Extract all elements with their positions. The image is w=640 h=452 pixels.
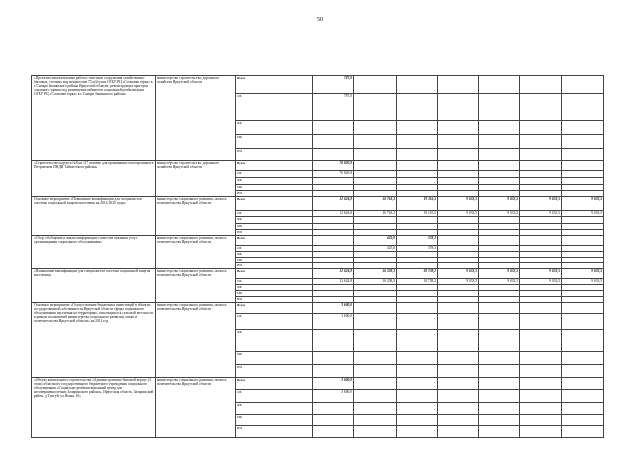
amount-cell <box>479 178 520 185</box>
amount-cell <box>397 94 438 121</box>
amount-cell: 9 033,5 <box>479 197 520 211</box>
amount-cell <box>313 415 354 426</box>
amount-cell <box>354 135 397 149</box>
amount-cell <box>354 415 397 426</box>
executor-cell: министерство социального развития, опеки и попечительства Иркутской области <box>156 269 236 303</box>
amount-cell <box>479 403 520 415</box>
amount-cell <box>438 76 479 94</box>
amount-cell: 19 116,5 <box>397 197 438 211</box>
funding-source-cell: ОБ <box>236 390 313 403</box>
amount-cell <box>397 365 438 378</box>
amount-cell: 19 116,5 <box>397 211 438 217</box>
amount-cell: 9 033,5 <box>438 211 479 217</box>
funding-source-cell: НИ <box>236 191 313 197</box>
amount-cell <box>354 217 397 224</box>
amount-cell <box>479 330 520 352</box>
funding-source-cell: ОБ <box>236 279 313 285</box>
amount-cell <box>438 314 479 330</box>
amount-cell <box>354 121 397 135</box>
amount-cell <box>562 94 604 121</box>
amount-cell: 18 738,2 <box>397 269 438 279</box>
executor-cell: министерство социального развития, опеки и попечительства Иркутской области <box>156 197 236 236</box>
amount-cell <box>520 149 562 161</box>
amount-cell: 16 338,3 <box>354 269 397 279</box>
funding-source-cell: ФБ <box>236 217 313 224</box>
amount-cell <box>479 236 520 246</box>
amount-cell <box>562 426 604 438</box>
amount-cell <box>313 236 354 246</box>
amount-cell <box>313 135 354 149</box>
funding-source-cell: НИ <box>236 263 313 269</box>
funding-source-cell: ФБ <box>236 252 313 258</box>
amount-cell: 12 624,8 <box>313 197 354 211</box>
amount-cell <box>397 135 438 149</box>
amount-cell: 787,0 <box>313 94 354 121</box>
funding-source-cell: ОБ <box>236 94 313 121</box>
amount-cell <box>479 121 520 135</box>
amount-cell: 9 033,5 <box>562 197 604 211</box>
activity-description: Основное мероприятие «Повышение квалификации для специалистов системы социальной защиты населения на 2014-2020 годы» <box>32 197 156 236</box>
amount-cell: 9 033,5 <box>562 269 604 279</box>
amount-cell <box>438 135 479 149</box>
amount-cell <box>354 390 397 403</box>
funding-source-cell: Всего <box>236 161 313 171</box>
amount-cell <box>520 236 562 246</box>
amount-cell <box>438 236 479 246</box>
amount-cell <box>354 330 397 352</box>
amount-cell <box>562 236 604 246</box>
funding-source-cell: Всего <box>236 303 313 314</box>
amount-cell <box>438 415 479 426</box>
amount-cell: 9 033,5 <box>520 279 562 285</box>
table-row <box>32 161 604 171</box>
amount-cell: 9 033,5 <box>562 211 604 217</box>
amount-cell <box>562 352 604 365</box>
amount-cell: 3 600,0 <box>313 378 354 390</box>
amount-cell <box>562 415 604 426</box>
funding-source-cell: ФБ <box>236 285 313 291</box>
amount-cell <box>562 378 604 390</box>
amount-cell <box>397 314 438 330</box>
amount-cell <box>562 121 604 135</box>
amount-cell <box>438 330 479 352</box>
amount-cell: 16 763,3 <box>354 211 397 217</box>
amount-cell <box>520 426 562 438</box>
amount-cell <box>520 303 562 314</box>
amount-cell <box>520 403 562 415</box>
amount-cell <box>397 426 438 438</box>
amount-cell <box>479 217 520 224</box>
executor-cell: министерство строительства, дорожного хозяйства Иркутской области <box>156 76 236 161</box>
amount-cell <box>520 390 562 403</box>
amount-cell: 787,0 <box>313 76 354 94</box>
amount-cell: 378,3 <box>397 246 438 252</box>
amount-cell <box>313 426 354 438</box>
table-row <box>32 269 604 279</box>
amount-cell <box>397 178 438 185</box>
amount-cell: 9 033,5 <box>438 197 479 211</box>
amount-cell <box>397 303 438 314</box>
amount-cell: 16 763,3 <box>354 197 397 211</box>
amount-cell <box>397 149 438 161</box>
activity-description: Основное мероприятие «Осуществление бюджетных инвестиций в объекты государственной собственности Иркутской области сферы социального обслуживания населения на территориях, относящихся к сельской местности, в рамках полномочий министерства социального развития, опеки и попечительства Иркутской области» на 2014 год <box>32 303 156 378</box>
funding-source-cell: ОБ <box>236 171 313 178</box>
amount-cell <box>438 149 479 161</box>
amount-cell: 12 624,8 <box>313 211 354 217</box>
amount-cell: 9 033,5 <box>438 269 479 279</box>
executor-cell: министерство строительства, дорожного хозяйства Иркутской области <box>156 161 236 197</box>
activity-description: «Строительство корпуса №8 на 117 человек для проживания психохроников в Петровском ПНДИ Тайшетского района» <box>32 161 156 197</box>
amount-cell <box>354 94 397 121</box>
amount-cell <box>562 76 604 94</box>
amount-cell: 70 820,8 <box>313 161 354 171</box>
amount-cell: 3 600,0 <box>313 390 354 403</box>
amount-cell <box>313 149 354 161</box>
amount-cell <box>438 365 479 378</box>
amount-cell: 18 738,2 <box>397 279 438 285</box>
funding-source-cell: ФБ <box>236 121 313 135</box>
amount-cell <box>397 378 438 390</box>
amount-cell: 12 624,8 <box>313 269 354 279</box>
amount-cell <box>397 390 438 403</box>
amount-cell <box>479 171 520 178</box>
amount-cell: 9 033,5 <box>479 211 520 217</box>
funding-source-cell: МБ <box>236 291 313 297</box>
amount-cell <box>479 352 520 365</box>
amount-cell <box>562 403 604 415</box>
amount-cell <box>313 217 354 224</box>
funding-source-cell: Всего <box>236 378 313 390</box>
funding-source-cell: МБ <box>236 352 313 365</box>
funding-source-cell: НИ <box>236 149 313 161</box>
amount-cell <box>313 330 354 352</box>
funding-source-cell: ФБ <box>236 330 313 352</box>
activity-description: «Сбор, обобщение и анализ информации о качестве оказания услуг организациями социального обслуживания» <box>32 236 156 269</box>
amount-cell: 9 033,5 <box>479 269 520 279</box>
funding-source-cell: Всего <box>236 76 313 94</box>
amount-cell <box>438 121 479 135</box>
amount-cell: 3 600,0 <box>313 314 354 330</box>
amount-cell: 3 600,0 <box>313 303 354 314</box>
funding-source-cell: Всего <box>236 236 313 246</box>
funding-source-cell: ОБ <box>236 314 313 330</box>
amount-cell <box>354 426 397 438</box>
amount-cell <box>354 178 397 185</box>
amount-cell: 9 033,5 <box>562 279 604 285</box>
amount-cell <box>354 303 397 314</box>
amount-cell <box>438 426 479 438</box>
amount-cell <box>397 171 438 178</box>
amount-cell <box>562 171 604 178</box>
table-row <box>32 76 604 94</box>
table-row <box>32 236 604 246</box>
amount-cell <box>354 378 397 390</box>
executor-cell: министерство социального развития, опеки и попечительства Иркутской области <box>156 303 236 378</box>
executor-cell: министерство социального развития, опеки и попечительства Иркутской области <box>156 236 236 269</box>
amount-cell: 70 820,8 <box>313 171 354 178</box>
amount-cell <box>438 161 479 171</box>
amount-cell <box>562 314 604 330</box>
amount-cell <box>479 149 520 161</box>
amount-cell <box>479 314 520 330</box>
amount-cell <box>520 314 562 330</box>
funding-source-cell: ОБ <box>236 246 313 252</box>
funding-source-cell: НИ <box>236 365 313 378</box>
amount-cell: 12 624,8 <box>313 279 354 285</box>
amount-cell <box>520 352 562 365</box>
amount-cell <box>397 330 438 352</box>
funding-source-cell: НИ <box>236 426 313 438</box>
amount-cell <box>354 149 397 161</box>
amount-cell <box>562 303 604 314</box>
amount-cell: 9 033,5 <box>520 211 562 217</box>
amount-cell: 9 033,5 <box>520 197 562 211</box>
amount-cell <box>520 378 562 390</box>
amount-cell <box>438 171 479 178</box>
amount-cell: 378,3 <box>397 236 438 246</box>
amount-cell <box>479 365 520 378</box>
funding-source-cell: ФБ <box>236 403 313 415</box>
amount-cell <box>354 161 397 171</box>
funding-source-cell: МБ <box>236 185 313 191</box>
amount-cell <box>313 178 354 185</box>
funding-source-cell: МБ <box>236 415 313 426</box>
amount-cell <box>438 403 479 415</box>
executor-cell: министерство социального развития, опеки и попечительства Иркутской области <box>156 378 236 438</box>
amount-cell <box>397 415 438 426</box>
funding-source-cell: НИ <box>236 297 313 303</box>
amount-cell <box>562 365 604 378</box>
funding-source-cell: ФБ <box>236 178 313 185</box>
amount-cell: 425,0 <box>354 246 397 252</box>
amount-cell <box>520 121 562 135</box>
amount-cell <box>479 415 520 426</box>
page-number: 50 <box>317 17 323 23</box>
table-row <box>32 303 604 314</box>
funding-source-cell: МБ <box>236 224 313 230</box>
funding-source-cell: Всего <box>236 197 313 211</box>
amount-cell <box>520 94 562 121</box>
amount-cell <box>354 314 397 330</box>
amount-cell <box>562 390 604 403</box>
activity-description: «Объект капитального строительства «Административно-бытовой корпус (2 этаж) областного государственного бюджетного учреждения социального обслуживания «Социально-реабилитационный центр для несовершеннолетних Заларинского района», Иркутская область, Заларинский район, д.Тунгуй, ул.Ясная, 10» <box>32 378 156 438</box>
amount-cell <box>354 352 397 365</box>
amount-cell: 9 033,5 <box>438 279 479 285</box>
funding-source-cell: Всего <box>236 269 313 279</box>
amount-cell <box>520 76 562 94</box>
amount-cell: 9 033,5 <box>479 279 520 285</box>
amount-cell <box>354 171 397 178</box>
amount-cell <box>438 352 479 365</box>
table-row <box>32 378 604 390</box>
amount-cell: 425,0 <box>354 236 397 246</box>
amount-cell <box>562 135 604 149</box>
amount-cell <box>397 352 438 365</box>
table-row <box>32 197 604 211</box>
amount-cell <box>313 403 354 415</box>
amount-cell <box>479 426 520 438</box>
amount-cell <box>479 378 520 390</box>
amount-cell <box>562 161 604 171</box>
amount-cell <box>562 330 604 352</box>
amount-cell <box>520 365 562 378</box>
amount-cell <box>438 94 479 121</box>
amount-cell <box>520 135 562 149</box>
amount-cell <box>520 171 562 178</box>
funding-source-cell: МБ <box>236 258 313 263</box>
amount-cell <box>479 390 520 403</box>
amount-cell <box>479 94 520 121</box>
amount-cell <box>397 403 438 415</box>
amount-cell <box>438 390 479 403</box>
amount-cell <box>438 378 479 390</box>
amount-cell <box>354 403 397 415</box>
activity-description: «Повышение квалификации для специалистов системы социальной защиты населения» <box>32 269 156 303</box>
amount-cell <box>397 161 438 171</box>
amount-cell <box>562 149 604 161</box>
amount-cell <box>438 303 479 314</box>
amount-cell <box>354 76 397 94</box>
amount-cell: 9 033,5 <box>520 269 562 279</box>
amount-cell <box>520 161 562 171</box>
amount-cell <box>520 330 562 352</box>
amount-cell: 16 338,3 <box>354 279 397 285</box>
amount-cell <box>479 76 520 94</box>
amount-cell <box>313 121 354 135</box>
amount-cell <box>479 303 520 314</box>
amount-cell <box>397 121 438 135</box>
amount-cell <box>520 217 562 224</box>
funding-source-cell: НИ <box>236 230 313 236</box>
amount-cell <box>479 161 520 171</box>
amount-cell <box>313 365 354 378</box>
budget-table <box>31 75 604 438</box>
amount-cell <box>397 76 438 94</box>
amount-cell <box>354 365 397 378</box>
amount-cell <box>479 135 520 149</box>
amount-cell <box>313 352 354 365</box>
amount-cell <box>520 415 562 426</box>
amount-cell <box>562 217 604 224</box>
amount-cell <box>397 217 438 224</box>
amount-cell <box>438 178 479 185</box>
activity-description: «Проектно-изыскательные работы: очистные сооружения хозяйственно-бытовых, сточных вод мощностью 75 м3/сутки ОГБУ РЦ «Сосновая горка» в с.Самара Зиминского района Иркутской области; реконструкция пристроя спального здания под размещение кабинетов социальной реабилитации ОГБУ РЦ «Сосновая горка» в с.Самара Зиминского района» <box>32 76 156 161</box>
amount-cell <box>520 178 562 185</box>
amount-cell <box>562 178 604 185</box>
amount-cell <box>438 217 479 224</box>
funding-source-cell: МБ <box>236 135 313 149</box>
funding-source-cell: ОБ <box>236 211 313 217</box>
